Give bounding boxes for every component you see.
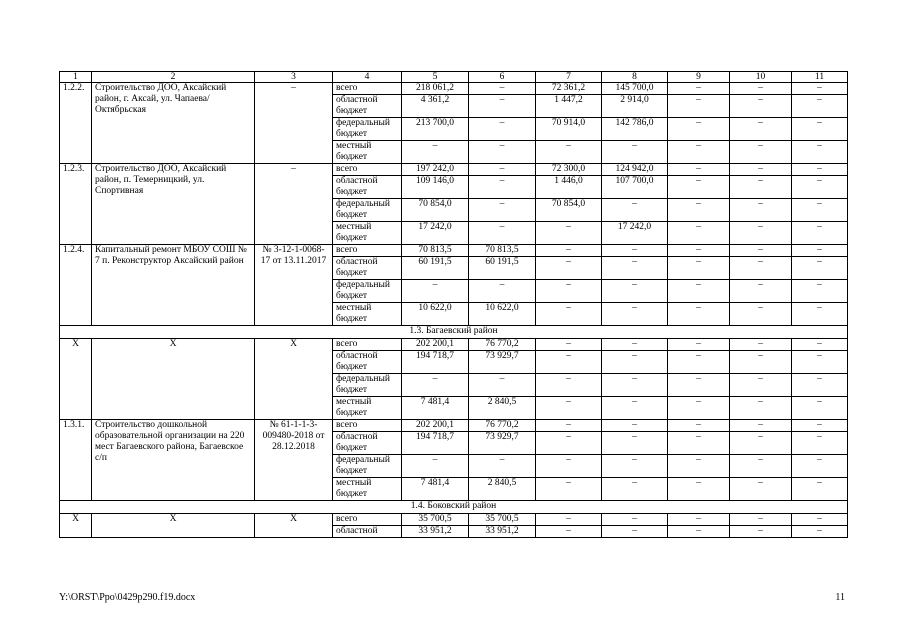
value-cell: 70 914,0 — [536, 118, 602, 141]
value-cell: – — [469, 141, 536, 164]
value-cell: 194 718,7 — [402, 351, 469, 374]
item-document: № 3-12-1-0068-17 от 13.11.2017 — [255, 245, 333, 326]
value-cell: – — [668, 478, 730, 501]
value-cell: – — [469, 199, 536, 222]
header-row — [60, 72, 848, 83]
item-name: Капитальный ремонт МБОУ СОШ № 7 п. Реконструктор Аксайский район — [92, 245, 255, 326]
value-cell: 70 854,0 — [536, 199, 602, 222]
value-cell: – — [469, 118, 536, 141]
header-cell: 9 — [668, 72, 730, 83]
value-cell: 7 481,4 — [402, 478, 469, 501]
value-cell: – — [469, 83, 536, 95]
value-cell: – — [668, 222, 730, 245]
value-cell: – — [792, 420, 848, 432]
value-cell: 124 942,0 — [602, 164, 668, 176]
value-cell: 72 300,0 — [536, 164, 602, 176]
value-cell: 213 700,0 — [402, 118, 469, 141]
value-cell: 70 854,0 — [402, 199, 469, 222]
item-name: Строительство дошкольной образовательной организации на 220 мест Багаевского района, Багаевское с/п — [92, 420, 255, 501]
funding-source: всего — [333, 514, 402, 526]
value-cell: 197 242,0 — [402, 164, 469, 176]
value-cell: 2 914,0 — [602, 95, 668, 118]
value-cell: – — [730, 245, 792, 257]
value-cell: – — [602, 245, 668, 257]
value-cell: – — [792, 95, 848, 118]
value-cell: – — [730, 351, 792, 374]
value-cell: – — [668, 432, 730, 455]
value-cell: – — [536, 374, 602, 397]
value-cell: – — [792, 118, 848, 141]
value-cell: – — [668, 118, 730, 141]
item-document: Х — [255, 339, 333, 420]
value-cell: – — [730, 176, 792, 199]
item-number: Х — [60, 339, 92, 420]
value-cell: 17 242,0 — [402, 222, 469, 245]
value-cell: 17 242,0 — [602, 222, 668, 245]
value-cell: – — [402, 374, 469, 397]
value-cell: – — [668, 95, 730, 118]
value-cell: – — [668, 455, 730, 478]
value-cell: – — [602, 455, 668, 478]
value-cell: – — [730, 432, 792, 455]
header-cell: 11 — [792, 72, 848, 83]
value-cell: – — [792, 83, 848, 95]
value-cell: – — [536, 303, 602, 326]
value-cell: 33 951,2 — [469, 526, 536, 538]
value-cell: – — [602, 514, 668, 526]
value-cell: – — [536, 526, 602, 538]
header-cell: 4 — [333, 72, 402, 83]
value-cell: – — [668, 420, 730, 432]
value-cell: – — [730, 478, 792, 501]
value-cell: 73 929,7 — [469, 351, 536, 374]
value-cell: 10 622,0 — [469, 303, 536, 326]
funding-source: федеральный бюджет — [333, 118, 402, 141]
value-cell: 60 191,5 — [402, 257, 469, 280]
funding-source: областной — [333, 526, 402, 538]
funding-source: федеральный бюджет — [333, 374, 402, 397]
value-cell: – — [792, 455, 848, 478]
header-cell: 1 — [60, 72, 92, 83]
value-cell: 142 786,0 — [602, 118, 668, 141]
value-cell: – — [668, 303, 730, 326]
value-cell: – — [602, 141, 668, 164]
value-cell: – — [668, 397, 730, 420]
value-cell: – — [792, 222, 848, 245]
value-cell: – — [730, 303, 792, 326]
value-cell: – — [730, 374, 792, 397]
item-document: – — [255, 83, 333, 164]
value-cell: – — [792, 164, 848, 176]
table-row — [60, 83, 848, 95]
value-cell: – — [469, 222, 536, 245]
header-cell: 6 — [469, 72, 536, 83]
value-cell: 202 200,1 — [402, 339, 469, 351]
funding-source: всего — [333, 420, 402, 432]
section-row — [60, 501, 848, 514]
value-cell: 218 061,2 — [402, 83, 469, 95]
header-cell: 10 — [730, 72, 792, 83]
value-cell: – — [602, 339, 668, 351]
value-cell: – — [469, 374, 536, 397]
item-document: Х — [255, 514, 333, 538]
value-cell: – — [792, 432, 848, 455]
value-cell: – — [668, 164, 730, 176]
header-cell: 2 — [92, 72, 255, 83]
value-cell: – — [469, 455, 536, 478]
value-cell: 1 446,0 — [536, 176, 602, 199]
value-cell: – — [730, 95, 792, 118]
value-cell: – — [602, 199, 668, 222]
value-cell: – — [668, 374, 730, 397]
value-cell: 2 840,5 — [469, 397, 536, 420]
value-cell: – — [536, 420, 602, 432]
header-cell: 3 — [255, 72, 333, 83]
value-cell: 72 361,2 — [536, 83, 602, 95]
value-cell: – — [730, 83, 792, 95]
value-cell: – — [536, 141, 602, 164]
funding-source: местный бюджет — [333, 303, 402, 326]
value-cell: – — [792, 351, 848, 374]
value-cell: – — [792, 280, 848, 303]
value-cell: – — [668, 199, 730, 222]
value-cell: – — [536, 257, 602, 280]
funding-source: всего — [333, 245, 402, 257]
value-cell: – — [792, 397, 848, 420]
value-cell: – — [668, 83, 730, 95]
value-cell: 33 951,2 — [402, 526, 469, 538]
value-cell: 60 191,5 — [469, 257, 536, 280]
value-cell: – — [602, 374, 668, 397]
table-row — [60, 339, 848, 351]
value-cell: – — [668, 514, 730, 526]
value-cell: – — [602, 397, 668, 420]
funding-source: областной бюджет — [333, 257, 402, 280]
value-cell: – — [668, 526, 730, 538]
funding-source: федеральный бюджет — [333, 280, 402, 303]
value-cell: – — [668, 280, 730, 303]
funding-source: областной бюджет — [333, 176, 402, 199]
value-cell: – — [730, 397, 792, 420]
value-cell: 70 813,5 — [402, 245, 469, 257]
funding-source: местный бюджет — [333, 397, 402, 420]
value-cell: – — [792, 478, 848, 501]
item-number: 1.3.1. — [60, 420, 92, 501]
value-cell: – — [730, 339, 792, 351]
value-cell: – — [792, 303, 848, 326]
item-number: 1.2.4. — [60, 245, 92, 326]
value-cell: – — [730, 526, 792, 538]
value-cell: – — [668, 245, 730, 257]
value-cell: – — [668, 257, 730, 280]
value-cell: – — [792, 526, 848, 538]
section-title: 1.3. Багаевский район — [60, 326, 848, 339]
funding-source: областной бюджет — [333, 95, 402, 118]
funding-source: местный бюджет — [333, 141, 402, 164]
table-row — [60, 245, 848, 257]
value-cell: – — [730, 280, 792, 303]
value-cell: 70 813,5 — [469, 245, 536, 257]
value-cell: – — [602, 303, 668, 326]
funding-source: областной бюджет — [333, 351, 402, 374]
value-cell: – — [792, 339, 848, 351]
funding-source: местный бюджет — [333, 478, 402, 501]
value-cell: – — [469, 164, 536, 176]
value-cell: – — [602, 526, 668, 538]
value-cell: – — [536, 245, 602, 257]
value-cell: – — [792, 374, 848, 397]
value-cell: 73 929,7 — [469, 432, 536, 455]
value-cell: – — [602, 420, 668, 432]
table-row — [60, 420, 848, 432]
header-cell: 8 — [602, 72, 668, 83]
table-body — [60, 72, 848, 538]
section-row — [60, 326, 848, 339]
value-cell: – — [792, 176, 848, 199]
value-cell: – — [730, 455, 792, 478]
value-cell: – — [469, 95, 536, 118]
value-cell: – — [730, 118, 792, 141]
value-cell: – — [668, 176, 730, 199]
value-cell: – — [730, 514, 792, 526]
value-cell: – — [730, 257, 792, 280]
value-cell: – — [602, 280, 668, 303]
value-cell: 107 700,0 — [602, 176, 668, 199]
value-cell: 145 700,0 — [602, 83, 668, 95]
item-number: 1.2.2. — [60, 83, 92, 164]
funding-source: всего — [333, 339, 402, 351]
value-cell: 10 622,0 — [402, 303, 469, 326]
value-cell: – — [402, 141, 469, 164]
item-name: Х — [92, 514, 255, 538]
header-cell: 5 — [402, 72, 469, 83]
funding-source: всего — [333, 83, 402, 95]
value-cell: – — [536, 397, 602, 420]
value-cell: – — [730, 164, 792, 176]
section-title: 1.4. Боковский район — [60, 501, 848, 514]
value-cell: – — [602, 351, 668, 374]
funding-source: всего — [333, 164, 402, 176]
value-cell: – — [402, 455, 469, 478]
value-cell: – — [536, 351, 602, 374]
value-cell: – — [536, 432, 602, 455]
funding-source: местный бюджет — [333, 222, 402, 245]
item-document: № 61-1-1-3-009480-2018 от 28.12.2018 — [255, 420, 333, 501]
value-cell: – — [668, 141, 730, 164]
value-cell: – — [730, 141, 792, 164]
value-cell: 194 718,7 — [402, 432, 469, 455]
value-cell: – — [730, 222, 792, 245]
item-name: Х — [92, 339, 255, 420]
budget-table — [59, 71, 848, 538]
value-cell: – — [536, 280, 602, 303]
value-cell: – — [792, 257, 848, 280]
value-cell: 35 700,5 — [402, 514, 469, 526]
value-cell: – — [602, 432, 668, 455]
value-cell: – — [536, 339, 602, 351]
value-cell: 1 447,2 — [536, 95, 602, 118]
page-number: 11 — [835, 592, 845, 603]
value-cell: 35 700,5 — [469, 514, 536, 526]
value-cell: – — [792, 141, 848, 164]
value-cell: 109 146,0 — [402, 176, 469, 199]
funding-source: областной бюджет — [333, 432, 402, 455]
value-cell: – — [730, 420, 792, 432]
value-cell: – — [602, 257, 668, 280]
value-cell: – — [792, 199, 848, 222]
item-name: Строительство ДОО, Аксайский район, г. Аксай, ул. Чапаева/Октябрьская — [92, 83, 255, 164]
value-cell: 4 361,2 — [402, 95, 469, 118]
value-cell: – — [469, 280, 536, 303]
value-cell: – — [602, 478, 668, 501]
value-cell: – — [469, 176, 536, 199]
item-name: Строительство ДОО, Аксайский район, п. Темерницкий, ул. Спортивная — [92, 164, 255, 245]
item-document: – — [255, 164, 333, 245]
value-cell: 76 770,2 — [469, 339, 536, 351]
value-cell: – — [668, 351, 730, 374]
value-cell: – — [730, 199, 792, 222]
funding-source: федеральный бюджет — [333, 199, 402, 222]
file-path: Y:\ORST\Ppo\0429p290.f19.docx — [59, 592, 196, 603]
funding-source: федеральный бюджет — [333, 455, 402, 478]
value-cell: – — [536, 514, 602, 526]
value-cell: – — [536, 222, 602, 245]
value-cell: – — [792, 514, 848, 526]
value-cell: – — [792, 245, 848, 257]
value-cell: – — [402, 280, 469, 303]
value-cell: 2 840,5 — [469, 478, 536, 501]
value-cell: – — [668, 339, 730, 351]
item-number: 1.2.3. — [60, 164, 92, 245]
value-cell: 7 481,4 — [402, 397, 469, 420]
value-cell: – — [536, 455, 602, 478]
value-cell: – — [536, 478, 602, 501]
header-cell: 7 — [536, 72, 602, 83]
value-cell: 76 770,2 — [469, 420, 536, 432]
item-number: Х — [60, 514, 92, 538]
table-row — [60, 514, 848, 526]
table-row — [60, 164, 848, 176]
value-cell: 202 200,1 — [402, 420, 469, 432]
